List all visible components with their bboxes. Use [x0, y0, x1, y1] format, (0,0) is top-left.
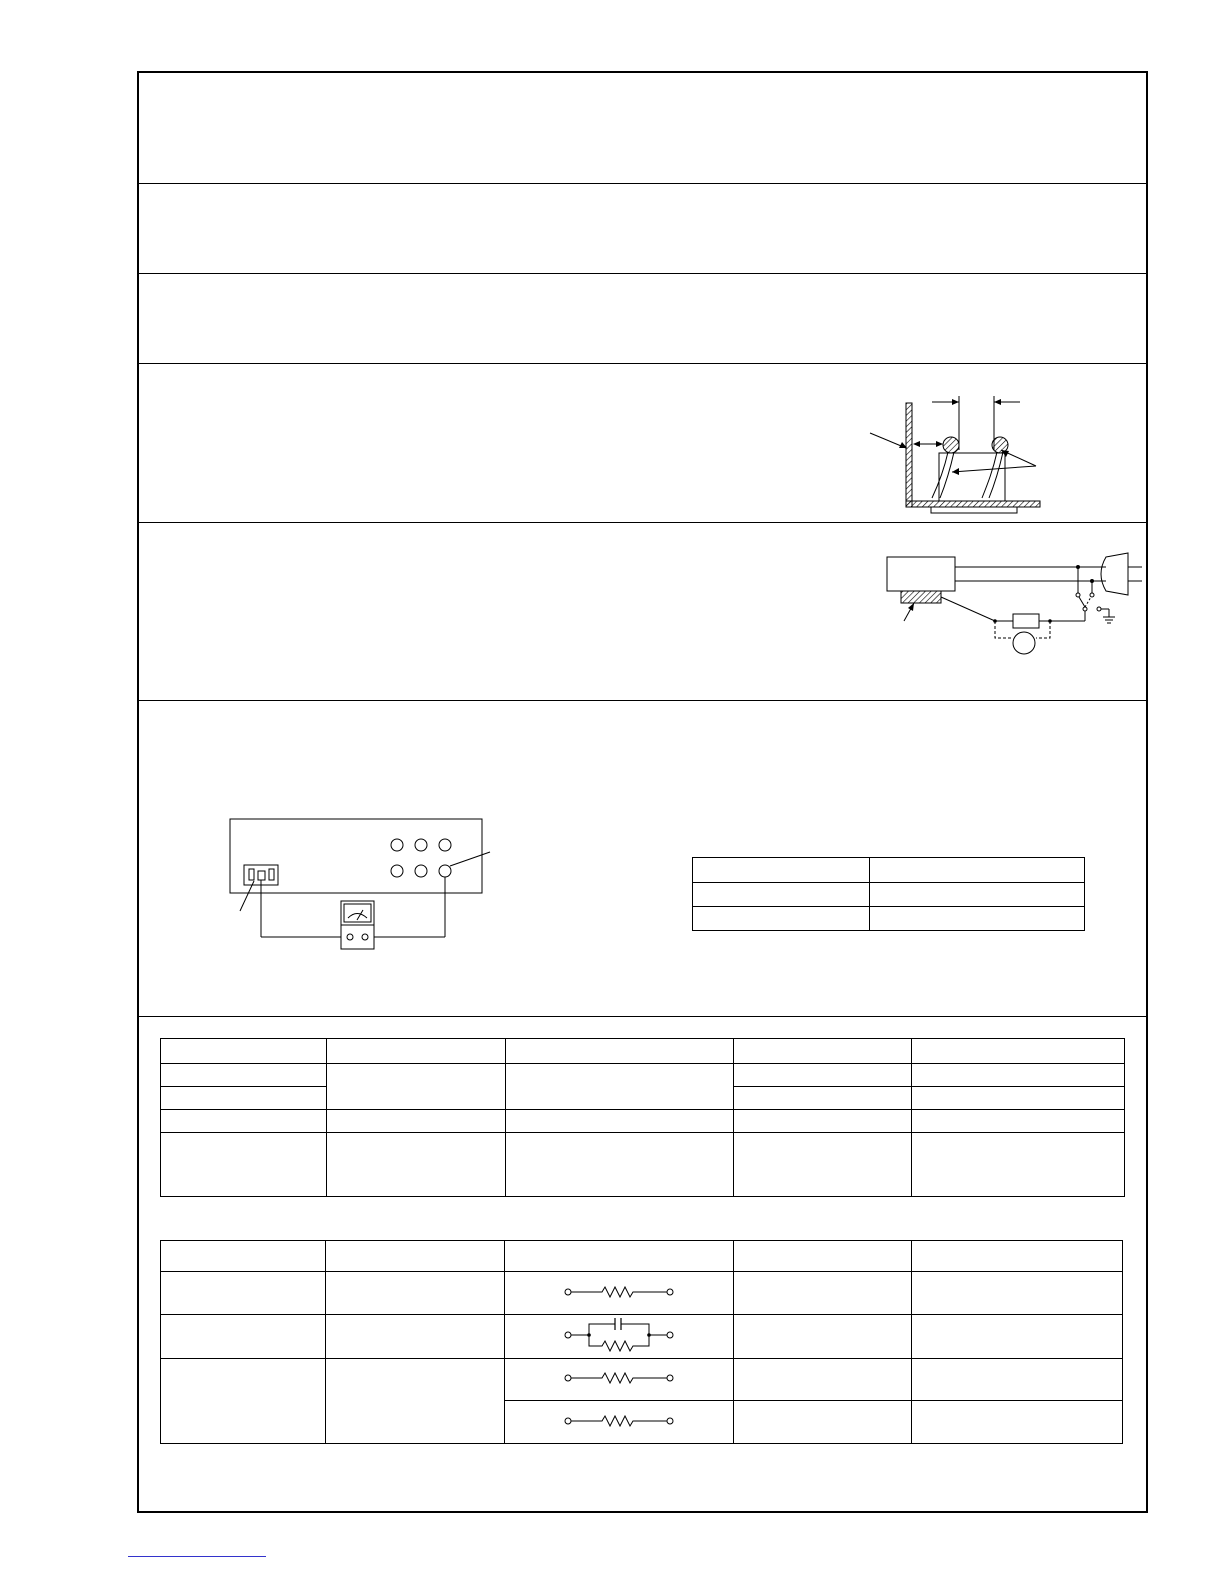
leakage-test-circuit-diagram	[884, 553, 1154, 663]
device-under-test	[887, 557, 955, 591]
wire-clearance-diagram	[864, 378, 1054, 518]
table-cell	[912, 1359, 1123, 1401]
metal-part-hatched	[901, 591, 941, 603]
table-cell	[161, 1110, 327, 1133]
table-row	[161, 1315, 1123, 1359]
table-header	[912, 1241, 1123, 1272]
table-cell	[327, 1133, 506, 1197]
resistor-symbol-cell	[505, 1359, 734, 1401]
table-cell	[693, 907, 870, 931]
voltage-table-header	[870, 858, 1085, 883]
table-cell	[734, 1272, 912, 1315]
table-cell	[161, 1359, 326, 1444]
table-cell	[161, 1133, 327, 1197]
table-cell	[870, 907, 1085, 931]
selector-switch	[1083, 607, 1087, 611]
table-cell	[734, 1133, 912, 1197]
table-cell	[326, 1315, 505, 1359]
table-cell	[912, 1401, 1123, 1444]
resistor-symbol-icon	[564, 1414, 674, 1428]
section-3	[139, 274, 1146, 364]
ac-plug	[1101, 553, 1128, 595]
rc-network-symbol-cell	[505, 1315, 734, 1359]
table-cell	[506, 1064, 734, 1110]
resistor-symbol-icon	[564, 1371, 674, 1385]
table-cell	[506, 1110, 734, 1133]
terminal-left	[943, 437, 959, 453]
table-cell	[326, 1359, 505, 1444]
table-cell	[912, 1133, 1125, 1197]
table-cell	[912, 1087, 1125, 1110]
footer-link[interactable]	[128, 1556, 266, 1557]
table-cell	[734, 1359, 912, 1401]
table-header	[506, 1039, 734, 1064]
service-safety-page	[137, 71, 1148, 1513]
section-7	[139, 1017, 1146, 1513]
table-row	[161, 1359, 1123, 1401]
table-row	[161, 1064, 1125, 1087]
table-header	[912, 1039, 1125, 1064]
resistor-symbol-icon	[564, 1285, 674, 1299]
section-1	[139, 73, 1146, 184]
rear-jack	[391, 839, 403, 851]
voltage-table-header	[693, 858, 870, 883]
table-header	[734, 1241, 912, 1272]
table-row	[693, 907, 1085, 931]
table-cell	[506, 1133, 734, 1197]
rc-network-symbol-icon	[564, 1318, 674, 1352]
table-row	[693, 883, 1085, 907]
table-header	[734, 1039, 912, 1064]
table-cell	[912, 1315, 1123, 1359]
section-2	[139, 184, 1146, 274]
table-cell	[693, 883, 870, 907]
test-jack	[439, 865, 451, 877]
table-cell	[734, 1315, 912, 1359]
table-cell	[734, 1087, 912, 1110]
test-resistor	[1013, 614, 1039, 628]
table-cell	[327, 1064, 506, 1110]
table-cell	[734, 1064, 912, 1087]
table-header	[505, 1241, 734, 1272]
table-header	[327, 1039, 506, 1064]
table-cell	[161, 1315, 326, 1359]
table-cell	[161, 1272, 326, 1315]
leakage-table-2	[160, 1240, 1123, 1444]
table-header	[161, 1039, 327, 1064]
table-row	[161, 1110, 1125, 1133]
table-cell	[734, 1401, 912, 1444]
table-cell	[326, 1272, 505, 1315]
section-6	[139, 701, 1146, 1017]
table-row	[161, 1272, 1123, 1315]
table-row	[161, 1133, 1125, 1197]
section-4	[139, 364, 1146, 523]
table-cell	[912, 1064, 1125, 1087]
ground-icon	[1103, 617, 1115, 623]
ac-voltmeter	[1013, 632, 1035, 654]
table-cell	[912, 1110, 1125, 1133]
table-cell	[161, 1064, 327, 1087]
chassis-floor	[906, 501, 1040, 507]
table-cell	[870, 883, 1085, 907]
table-cell	[161, 1087, 327, 1110]
table-cell	[734, 1110, 912, 1133]
component-mount	[931, 507, 1017, 513]
table-cell	[912, 1272, 1123, 1315]
resistor-symbol-cell	[505, 1272, 734, 1315]
resistor-symbol-cell	[505, 1401, 734, 1444]
meter-test-setup-diagram	[224, 811, 554, 971]
leakage-table-1	[160, 1038, 1125, 1197]
table-cell	[327, 1110, 506, 1133]
table-header	[161, 1241, 326, 1272]
section-5	[139, 523, 1146, 701]
chassis-wall	[906, 403, 912, 507]
table-header	[326, 1241, 505, 1272]
voltage-limit-table	[692, 857, 1085, 931]
